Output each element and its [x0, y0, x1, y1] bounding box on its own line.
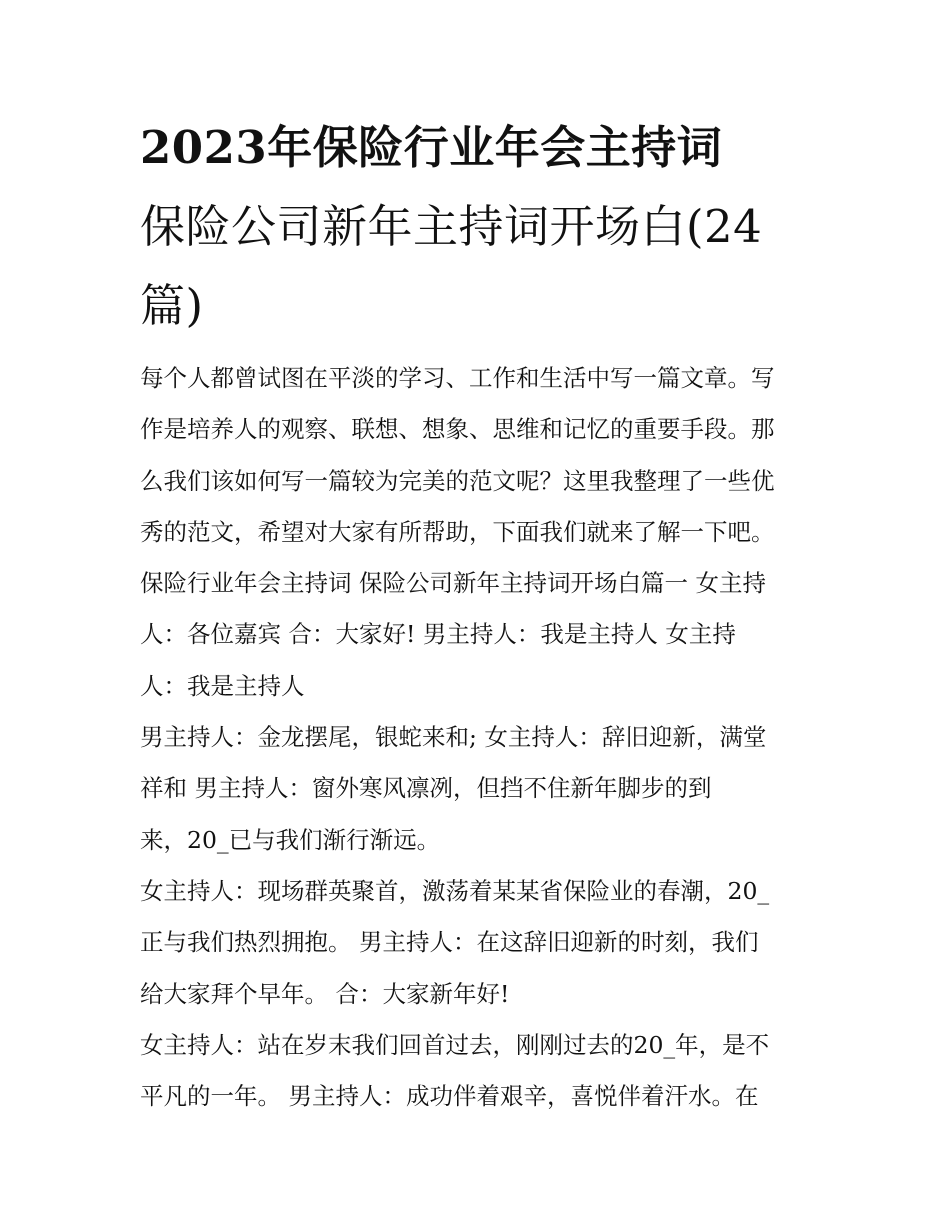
text-line: 男主持人：金龙摆尾，银蛇来和; 女主持人：辞旧迎新，满堂 [140, 723, 767, 752]
document-content [140, 108, 812, 1122]
paragraph-female-host [140, 866, 812, 1020]
document-body [140, 353, 812, 1122]
document-title [140, 108, 812, 345]
text-line: 来，20_已与我们渐行渐远。 [140, 825, 441, 854]
title-line-3: 篇) [140, 279, 204, 332]
text-line: 作是培养人的观察、联想、想象、思维和记忆的重要手段。那 [140, 415, 775, 444]
paragraph-male-host [140, 712, 812, 866]
paragraph-opening [140, 558, 812, 712]
text-line: 人：各位嘉宾 合：大家好! 男主持人：我是主持人 女主持 [140, 620, 736, 649]
title-line-2: 保险公司新年主持词开场白(24 [140, 200, 763, 253]
text-line: 保险行业年会主持词 保险公司新年主持词开场白篇一 女主持 [140, 569, 766, 598]
text-line: 平凡的一年。 男主持人：成功伴着艰辛，喜悦伴着汗水。在 [140, 1082, 759, 1111]
text-line: 秀的范文，希望对大家有所帮助，下面我们就来了解一下吧。 [140, 517, 775, 546]
title-line-1: 2023年保险行业年会主持词 [140, 121, 723, 174]
text-line: 祥和 男主持人：窗外寒风凛冽，但挡不住新年脚步的到 [140, 774, 712, 803]
text-line: 么我们该如何写一篇较为完美的范文呢？这里我整理了一些优 [140, 466, 775, 495]
text-line: 人：我是主持人 [140, 671, 305, 700]
text-line: 每个人都曾试图在平淡的学习、工作和生活中写一篇文章。写 [140, 364, 775, 392]
paragraph-review [140, 1020, 812, 1123]
paragraph-intro [140, 353, 812, 558]
text-line: 正与我们热烈拥抱。 男主持人：在这辞旧迎新的时刻，我们 [140, 928, 759, 957]
text-line: 女主持人：现场群英聚首，激荡着某某省保险业的春潮，20_ [140, 876, 770, 905]
text-line: 女主持人：站在岁末我们回首过去，刚刚过去的20_年，是不 [140, 1030, 770, 1059]
text-line: 给大家拜个早年。 合：大家新年好! [140, 979, 510, 1008]
